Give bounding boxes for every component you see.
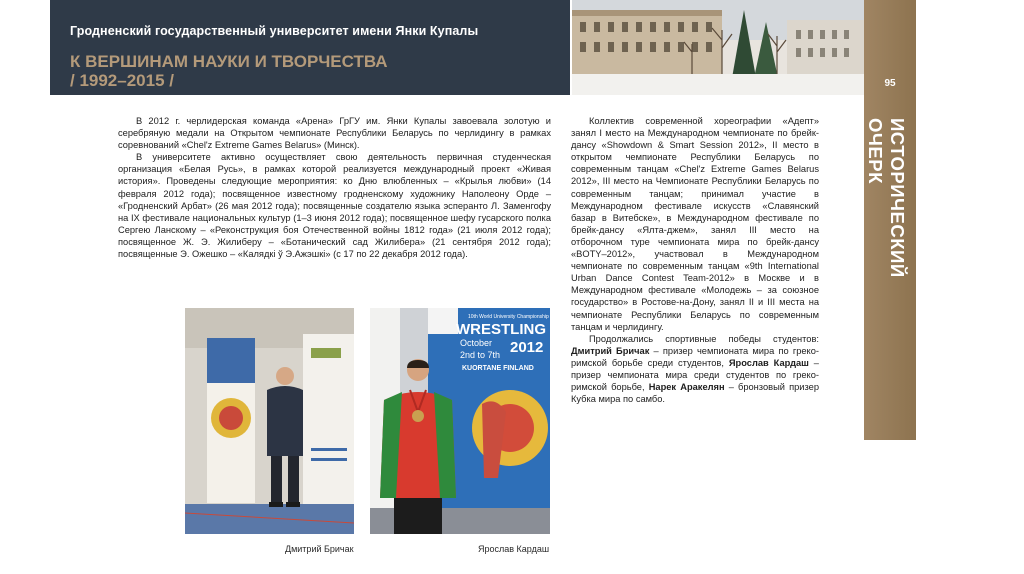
paragraph-belaya-rus: В университете активно осуществляет свою деятельность первичная студенческая организация «Белая Русь», в рамках которой реализуется международный проект «Живая история». Проведены следующие мероприятия: ко Дню влюбленных – «Крылья любви» (14 февраля 2012 года); посвященное известному гродненскому художнику Наполеону Орде – «Гродненский Арбат» (26 мая 2012 года); посвященные создателю языка эсперанто Л. Заменгофу на IX фестивале национальных культур (1–3 июня 2012 года); посвященное шефу гусарского полка Сергею Ланскому – «Реконструкция боя Отечественной войны 1812 года» (21 июля 2012 года); посвященное Ж. Э. Жилиберу – «Ботанический сад Жилибера» (21 сентября 2012 года); посвященные Э. Ожешко – «Калядкі ў Э.Ажэшкі» (с 17 по 22 декабря 2012 года). xyxy=(118,152,551,260)
right-column xyxy=(571,115,819,405)
athlete-name-2: Ярослав Кардаш xyxy=(728,357,809,368)
paragraph-sports xyxy=(571,333,819,406)
athlete-name-3: Нарек Аракелян xyxy=(648,382,725,393)
chapter-years: / 1992–2015 / xyxy=(70,71,174,90)
paragraph-adept: Коллектив современной хореографии «Адепт» занял I место на Международном чемпионате по брейк-дансу «Showdown & Smart Session 2012», II место в открытом чемпионате Республики Беларусь по современным танцам «Chel'z Extreme Games Belarus 2012», III место на Чемпионате Республики Беларусь по современным танцам; принимал участие в Международном фестивале искусств «Славянский базар в Витебске», в Международном фестивале по брейк-дансу «Ялта-джем», занял III место на отборочном туре чемпионата мира по брейк-дансу «BOTY–2012», участвовал в Международном чемпионате по современным танцам «9th International Urban Dance Contest Team-2012» в Москве и в Международном фестивале «Молодежь – за союзное государство» в Ростове-на-Дону, занял II и III места на чемпионате Республики Беларусь по современным танцам и черлидингу. xyxy=(571,116,819,332)
paragraph-cheerleading: В 2012 г. черлидерская команда «Арена» ГрГУ им. Янки Купалы завоевала золотую и серебряную медали на Открытом чемпионате Республики Беларусь по черлидингу в рамках соревнований «Chel'z Extreme Games Belarus» (Минск). xyxy=(118,116,551,151)
banner-wrestling-text: WRESTLING xyxy=(456,321,546,338)
sports-intro: Продолжались спортивные победы студентов: xyxy=(589,333,819,344)
athlete-text-1: – призер чемпионата мира по греко-римской борьбе среди студентов, xyxy=(571,345,819,368)
campus-photo xyxy=(572,0,864,95)
section-label: ИСТОРИЧЕСКИЙ ОЧЕРК xyxy=(865,118,908,278)
banner-small-text: 10th World University Championship xyxy=(468,314,549,320)
page-number: 95 xyxy=(884,78,896,89)
banner-month-text: October xyxy=(460,338,493,348)
athlete-text-2: – призер чемпионата мира среди студентов по греко-римской борьбе, xyxy=(571,357,819,393)
banner-dates-text: 2nd to 7th xyxy=(460,350,501,360)
left-column xyxy=(118,115,551,260)
caption-dmitry-brichak: Дмитрий Бричак xyxy=(285,544,354,554)
university-title: Гродненский государственный университет имени Янки Купалы xyxy=(70,24,479,38)
chapter-heading: К ВЕРШИНАМ НАУКИ И ТВОРЧЕСТВА xyxy=(70,52,388,71)
caption-yaroslav-kardash: Ярослав Кардаш xyxy=(478,544,550,554)
athlete-text-3: – бронзовый призер Кубка мира по самбо. xyxy=(571,382,819,405)
banner-year-text: 2012 xyxy=(510,339,544,356)
photo-yaroslav-kardash xyxy=(370,308,550,534)
photo-dmitry-brichak xyxy=(185,308,354,534)
banner-place-text: KUORTANE FINLAND xyxy=(462,365,534,372)
athlete-name-1: Дмитрий Бричак xyxy=(571,345,650,356)
